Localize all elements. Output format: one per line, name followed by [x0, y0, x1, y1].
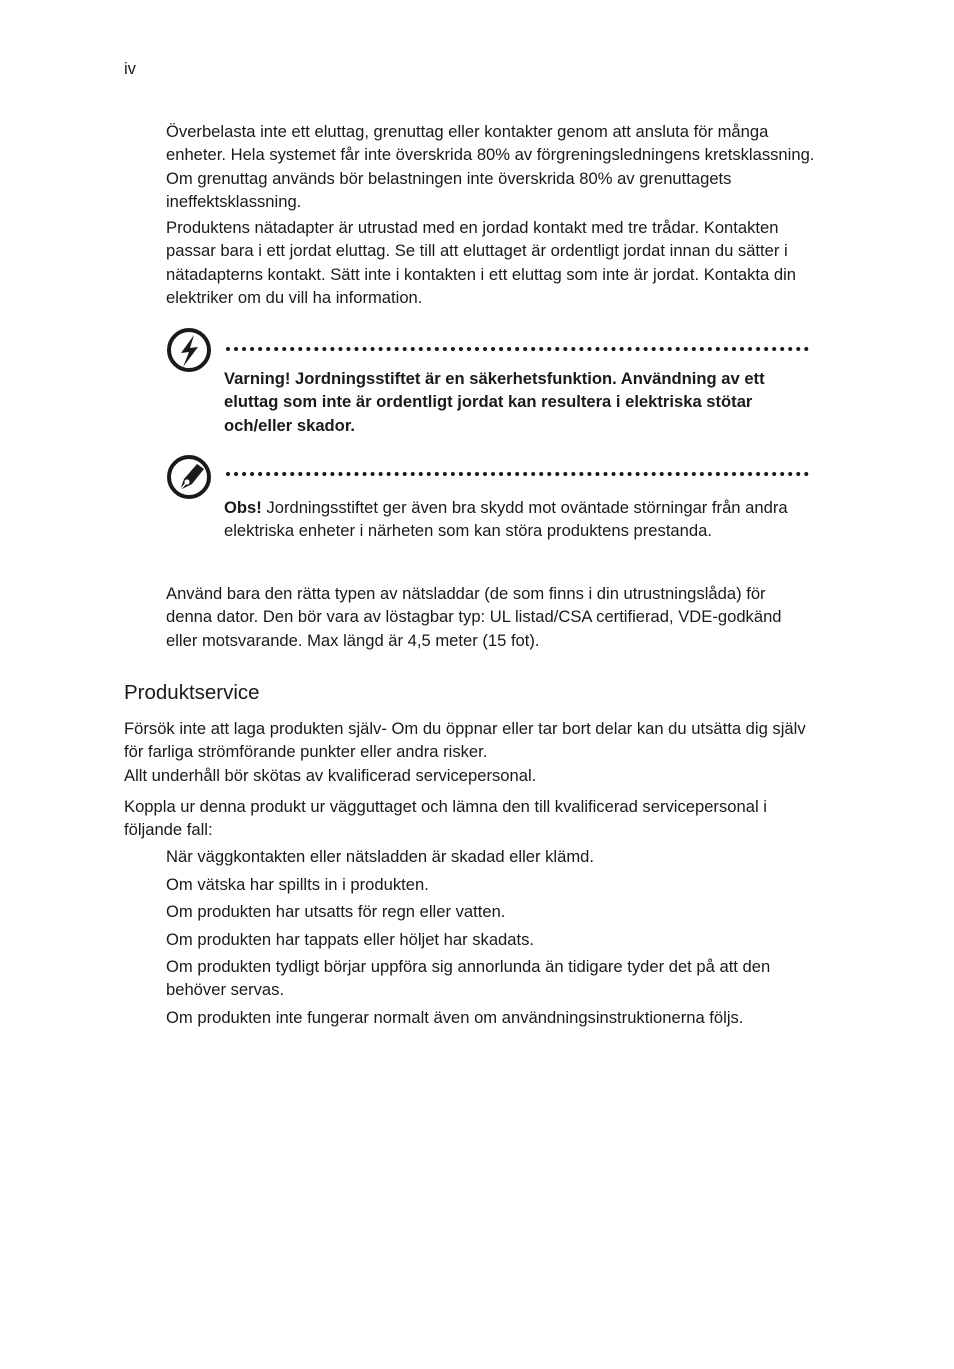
list-item: Om produkten har utsatts för regn eller vatten. — [166, 902, 506, 921]
list-item: Om produkten har tappats eller höljet har skadats. — [166, 930, 535, 949]
lightning-warning-icon — [166, 327, 214, 375]
list-item: När väggkontakten eller nätsladden är skadad eller klämd. — [166, 847, 594, 866]
power-cord-paragraph: Använd bara den rätta typen av nätsladdar (de som finns i din utrustningslåda) för denna dator. Den bör vara av löstagbar typ: UL listad/CSA certifierad, VDE-godkänd eller motsvarande. Max längd är 4,5 meter (15 fot). — [166, 584, 782, 650]
page-number: iv — [124, 59, 136, 78]
overload-paragraph: Överbelasta inte ett eluttag, grenuttag eller kontakter genom att ansluta för många enheter. Hela systemet får inte överskrida 80% av förgreningsledningens kretsklassning. Om grenuttag används bör belastningen inte överskrida 80% av grenuttagets ineffektsklassning. — [166, 122, 815, 211]
note-body: Jordningsstiftet ger även bra skydd mot oväntade störningar från andra elektriska enheter i närheten som kan störa produktens prestanda. — [224, 498, 788, 541]
service-paragraph-2: Koppla ur denna produkt ur vägguttaget och lämna den till kvalificerad servicepersonal i följande fall: — [124, 797, 767, 840]
note-label: Obs! — [224, 498, 262, 517]
grounded-plug-paragraph: Produktens nätadapter är utrustad med en jordad kontakt med tre trådar. Kontakten passar bara i ett jordat eluttag. Se till att eluttaget är ordentligt jordat innan du sätter i nätadapterns kontakt. Sätt inte i kontakten i ett eluttag som inte är jordat. Kontakta din elektriker om du vill ha information. — [166, 218, 797, 307]
note-text — [224, 496, 814, 543]
list-item: Om produkten tydligt börjar uppföra sig annorlunda än tidigare tyder det på att den behöver servas. — [166, 957, 771, 1000]
service-paragraph-1-line-2: Allt underhåll bör skötas av kvalificerad servicepersonal. — [124, 765, 537, 785]
section-heading: Produktservice — [124, 681, 260, 704]
warning-text: Varning! Jordningsstiftet är en säkerhetsfunktion. Användning av ett eluttag som inte är ordentligt jordat kan resultera i elektriska stötar och/eller skador. — [224, 369, 765, 435]
note-divider — [226, 472, 809, 476]
warning-divider — [226, 347, 809, 351]
list-item: Om vätska har spillts in i produkten. — [166, 875, 429, 894]
list-item: Om produkten inte fungerar normalt även om användningsinstruktionerna följs. — [166, 1008, 744, 1027]
note-pen-icon — [166, 454, 214, 502]
service-paragraph-1 — [124, 717, 816, 787]
service-paragraph-1-line-1: Försök inte att laga produkten själv- Om du öppnar eller tar bort delar kan du utsätta dig själv för farliga strömförande punkter eller andra risker. — [124, 719, 806, 762]
